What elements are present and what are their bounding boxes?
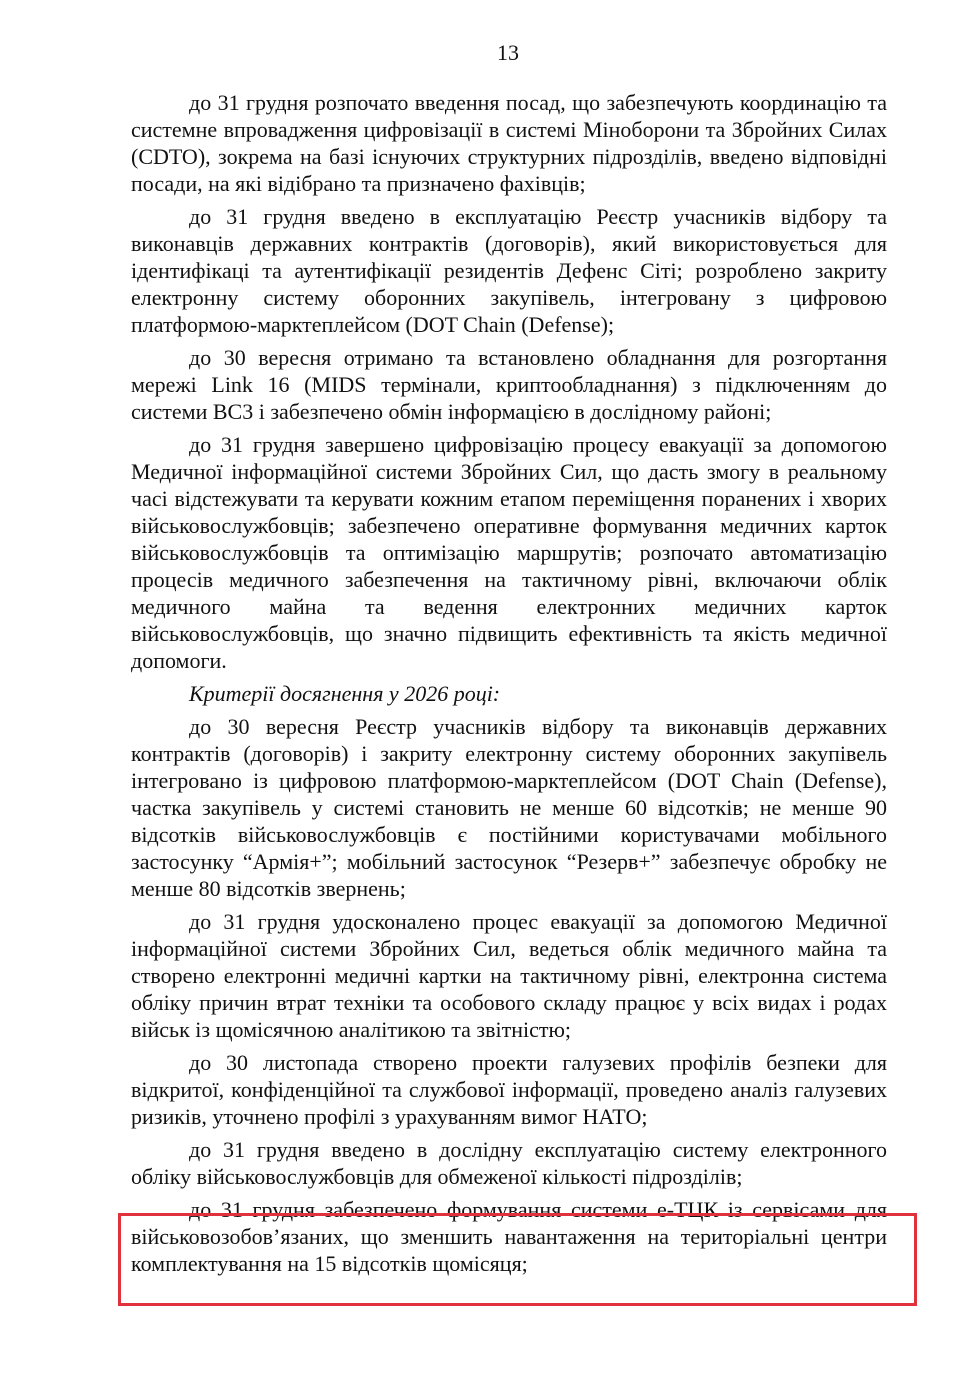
document-body — [131, 89, 887, 1283]
paragraph-e-tck: до 31 грудня забезпечено формування системи е-ТЦК із сервісами для військовозобов’язаних, що зменшить навантаження на територіальні центри комплектування на 15 відсотків щомісяця; — [131, 1197, 887, 1276]
paragraph-medical-evacuation: до 31 грудня завершено цифровізацію процесу евакуації за допомогою Медичної інформаційної системи Збройних Сил, що дасть змогу в реальному часі відстежувати та керувати кожним етапом переміщення поранених і хворих військовослужбовців; забезпечено оперативне формування медичних карток військовослужбовців та оптимізацію маршрутів; розпочато автоматизацію процесів медичного забезпечення на тактичному рівні, включаючи облік медичного майна та ведення електронних медичних карток військовослужбовців, що значно підвищить ефективність та якість медичної допомоги. — [131, 432, 887, 673]
page-number: 13 — [497, 40, 519, 65]
paragraph-medical-2026: до 31 грудня удосконалено процес евакуації за допомогою Медичної інформаційної системи Збройних Сил, ведеться облік медичного майна та створено електронні медичні картки на тактичному рівні, електронна система обліку причин втрат техніки та особового складу працює у всіх видах і родах військ із щомісячною аналітикою та звітністю; — [131, 909, 887, 1042]
paragraph-procurement-2026: до 30 вересня Реєстр учасників відбору та виконавців державних контрактів (договорів) і закриту електронну систему оборонних закупівель інтегровано із цифровою платформою-марктеплейсом (DOT Chain (Defense), частка закупівель у системі становить не менше 60 відсотків; не менше 90 відсотків військовослужбовців є постійними користувачами мобільного застосунку “Армія+”; мобільний застосунок “Резерв+” забезпечує обробку не менше 80 відсотків звернень; — [131, 714, 887, 901]
paragraph-cdto: до 31 грудня розпочато введення посад, що забезпечують координацію та системне впровадження цифровізації в системі Міноборони та Збройних Силах (CDTO), зокрема на базі існуючих структурних підрозділів, введено відповідні посади, на які відібрано та призначено фахівців; — [131, 90, 887, 196]
paragraph-security-profiles: до 30 листопада створено проекти галузевих профілів безпеки для відкритої, конфіденційної та службової інформації, проведено аналіз галузевих ризиків, уточнено профілі з урахуванням вимог НАТО; — [131, 1050, 887, 1129]
paragraph-registry: до 31 грудня введено в експлуатацію Реєстр учасників відбору та виконавців державних контрактів (договорів), який використовується для ідентифікаці та аутентифікації резидентів Дефенс Сіті; розроблено закриту електронну систему оборонних закупівель, інтегровану з цифровою платформою-марктеплейсом (DOT Chain (Defense); — [131, 204, 887, 337]
paragraph-link16: до 30 вересня отримано та встановлено обладнання для розгортання мережі Link 16 (MIDS термінали, криптообладнання) з підключенням до системи ВС3 і забезпечено обмін інформацією в дослідному районі; — [131, 345, 887, 424]
criteria-heading: Критерії досягнення у 2026 році: — [189, 681, 501, 706]
paragraph-personnel-records: до 31 грудня введено в дослідну експлуатацію систему електронного обліку військовослужбовців для обмеженої кількості підрозділів; — [131, 1137, 887, 1189]
